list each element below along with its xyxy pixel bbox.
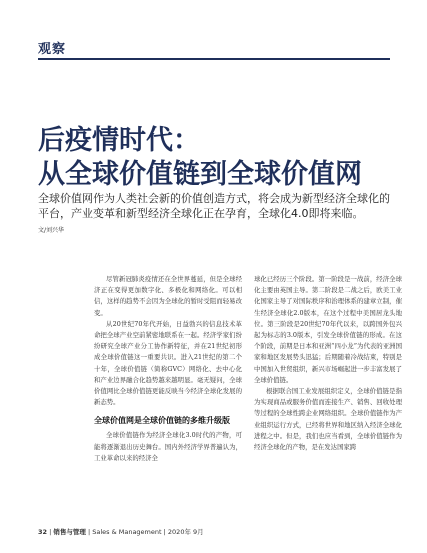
body-paragraph: 根据联合国工业发展组织定义，全球价值链是指为实现商品或服务价值而连接生产、销售、回收处理等过程的全球性跨企业网络组织。全球价值链作为产业组织运行方式，已经将世界和地区纳入经济全球化进程之中。但是，我们也应当看到，全球价值链作为经济全球化的产物，是在发达国家跨: [254, 387, 402, 452]
footer-separator: |: [49, 528, 54, 536]
body-paragraph: 球化已经历三个阶段。第一阶段是一战前，经济全球化主要由英国主导。第二阶段是二战之后，欧美工业化国家主导了对国际秩序和治理体系的建章立制，催生经济全球化2.0版本，在这个过程中美国居龙头地位。第三阶段是20世纪70年代以来，以跨国外包兴起为标志的3.0版本，引发全球价值链的形成。在这个阶段，前期是日本和亚洲“四小龙”为代表的亚洲国家和地区发展势头迅猛；后期随着冷战结束，特别是中国加入世贸组织，新兴市场崛起进一步丰富发展了全球价值链。: [254, 275, 402, 384]
article-title-line2: 从全球价值链到全球价值网: [38, 159, 362, 190]
section-label: 观察: [38, 42, 67, 57]
subheading: 全球价值网是全球价值链的多维升级版: [94, 416, 230, 426]
body-column-right: [254, 274, 402, 453]
journal-name-cn: 销售与管理: [53, 528, 86, 536]
top-margin: [0, 0, 427, 30]
issue-date: 2020年 9月: [167, 528, 204, 536]
author-byline: 文/刘兴华: [38, 227, 65, 234]
journal-name-en: Sales & Management: [92, 528, 162, 536]
body-paragraph: 从20世纪70年代开始，日益勃兴的信息技术革命把全球产业空前紧密地联系在一起。经济学家们纷纷研究全球产业分工协作新特征，并在21世纪初形成全球价值链这一重要共识。进入21世纪的第二个十年，全球价值链（简称GVC）网络化、去中心化和产业边界融合化趋势越来越明显。毫无疑问，全球价值网比全球价值链更能反映当今经济全球化发展的新态势。: [94, 319, 242, 407]
body-paragraph: 尽管新冠肺炎疫情还在全世界蔓延，但是全球经济正在变得更加数字化、多极化和网络化。可以相信，这样的趋势不会因为全球化的暂时受阻而轻易改变。: [94, 275, 242, 317]
body-column-left: [94, 274, 242, 464]
page-footer: [38, 527, 204, 536]
lead-line-2: 平台，产业变革和新型经济全球化正在孕育，全球化4.0即将来临。: [38, 207, 364, 220]
article-lead: [38, 191, 390, 221]
footer-separator: |: [87, 528, 93, 536]
footer-separator: |: [163, 528, 168, 536]
body-paragraph: 全球价值链作为经济全球化3.0时代的产物，可能将逐渐退出历史舞台。国内外经济学界普遍认为，工业革命以来的经济全: [94, 431, 242, 462]
article-title-line1: 后疫情时代：: [38, 125, 200, 156]
page-number: 32: [38, 528, 48, 536]
section-divider: [38, 58, 390, 60]
lead-line-1: 全球价值网作为人类社会新的价值创造方式，将会成为新型经济全球化的: [38, 192, 390, 205]
